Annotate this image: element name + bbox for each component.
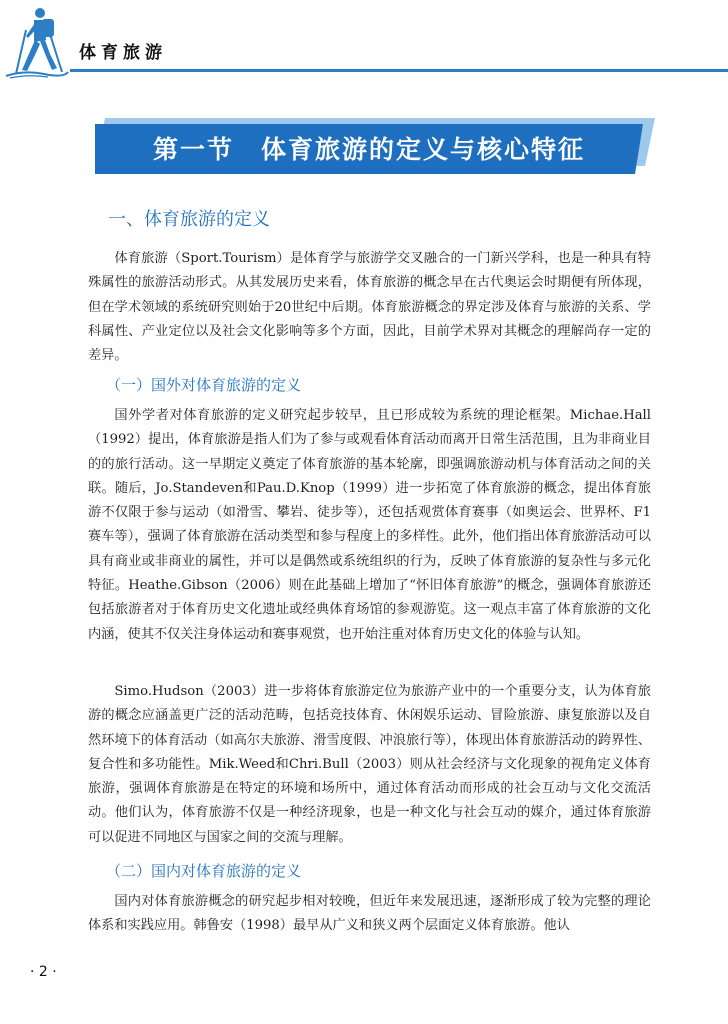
- page-header: [0, 0, 728, 90]
- section-banner: [95, 118, 655, 174]
- paragraph-foreign-1: 国外学者对体育旅游的定义研究起步较早，且已形成较为系统的理论框架。Michae.Hall（1992）提出，体育旅游是指人们为了参与或观看体育活动而离开日常生活范围，且为非商业目的的旅行活动。这一早期定义奠定了体育旅游的基本轮廓，即强调旅游动机与体育活动之间的关联。随后，Jo.Standeven和Pau.D.Knop（1999）进一步拓宽了体育旅游的概念，提出体育旅游不仅限于参与运动（如滑雪、攀岩、徒步等），还包括观赏体育赛事（如奥运会、世界杯、F1赛车等），强调了体育旅游在活动类型和参与程度上的多样性。此外，他们指出体育旅游活动可以具有商业或非商业的属性，并可以是偶然或系统组织的行为，反映了体育旅游的复杂性与多元化特征。Heathe.Gibson（2006）则在此基础上增加了“怀旧体育旅游”的概念，强调体育旅游还包括旅游者对于体育历史文化遗址或经典体育场馆的参观游览。这一观点丰富了体育旅游的文化内涵，使其不仅关注身体运动和赛事观赏，也开始注重对体育历史文化的体验与认知。: [88, 408, 651, 642]
- section-heading: 一、体育旅游的定义: [108, 209, 270, 230]
- page-number: · 2 ·: [30, 964, 57, 980]
- subsection-heading-foreign: （一）国外对体育旅游的定义: [106, 376, 302, 394]
- header-rule: [70, 69, 728, 72]
- section-title: 第一节 体育旅游的定义与核心特征: [152, 135, 585, 164]
- running-title: 体育旅游: [79, 43, 167, 63]
- hiker-silhouette-icon: [4, 4, 70, 80]
- intro-paragraph: 体育旅游（Sport.Tourism）是体育学与旅游学交叉融合的一门新兴学科，也是一种具有特殊属性的旅游活动形式。从其发展历史来看，体育旅游的概念早在古代奥运会时期便有所体现，但在学术领域的系统研究则始于20世纪中后期。体育旅游概念的界定涉及体育与旅游的关系、学科属性、产业定位以及社会文化影响等多个方面，因此，目前学术界对其概念的理解尚存一定的差异。: [88, 251, 651, 364]
- paragraph-domestic-1: 国内对体育旅游概念的研究起步相对较晚，但近年来发展迅速，逐渐形成了较为完整的理论体系和实践应用。韩鲁安（1998）最早从广义和狭义两个层面定义体育旅游。他认: [88, 894, 651, 934]
- paragraph-foreign-2: Simo.Hudson（2003）进一步将体育旅游定位为旅游产业中的一个重要分支，认为体育旅游的概念应涵盖更广泛的活动范畴，包括竞技体育、休闲娱乐运动、冒险旅游、康复旅游以及自然环境下的体育活动（如高尔夫旅游、滑雪度假、冲浪旅行等），体现出体育旅游活动的跨界性、复合性和多功能性。Mik.Weed和Chri.Bull（2003）则从社会经济与文化现象的视角定义体育旅游，强调体育旅游是在特定的环境和场所中，通过体育活动而形成的社会互动与文化交流活动。他们认为，体育旅游不仅是一种经济现象，也是一种文化与社会互动的媒介，通过体育旅游可以促进不同地区与国家之间的交流与理解。: [88, 684, 651, 845]
- subsection-heading-domestic: （二）国内对体育旅游的定义: [106, 862, 302, 880]
